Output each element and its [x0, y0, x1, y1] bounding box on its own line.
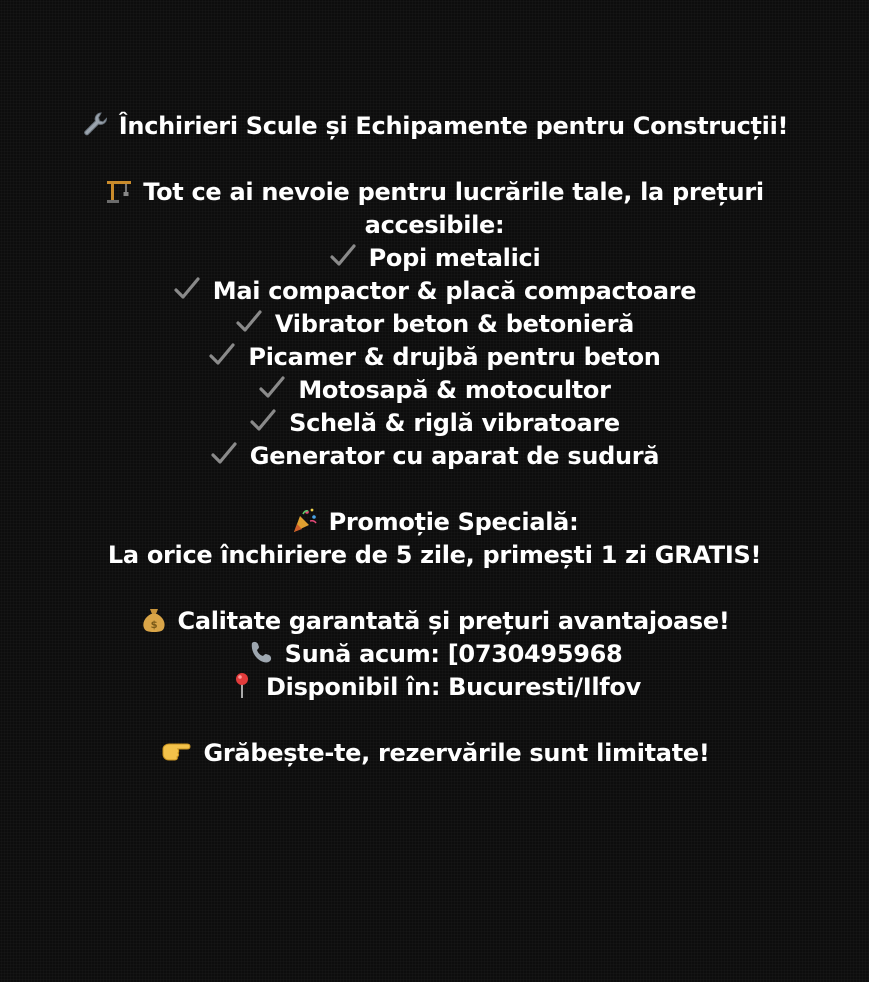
quality-line [0, 605, 869, 638]
intro-line [0, 176, 869, 242]
list-item-label: Picamer & drujbă pentru beton [248, 343, 661, 371]
title-line [0, 110, 869, 143]
list-item-label: Motosapă & motocultor [298, 376, 611, 404]
cta-text: Grăbește-te, rezervările sunt limitate! [203, 739, 710, 767]
list-item [0, 308, 869, 341]
list-item [0, 242, 869, 275]
money-bag-icon [140, 605, 168, 633]
party-popper-icon [291, 506, 319, 534]
list-item-label: Vibrator beton & betonieră [274, 310, 635, 338]
check-icon [258, 375, 286, 401]
phone-text: Sună acum: [0730495968 [284, 640, 623, 668]
quality-text: Calitate garantată și prețuri avantajoase! [177, 607, 730, 635]
promo-title: Promoție Specială: [328, 508, 579, 536]
location-line [0, 671, 869, 704]
check-icon [249, 408, 277, 434]
check-icon [208, 342, 236, 368]
wrench-icon [81, 110, 109, 138]
pin-icon [228, 671, 256, 699]
list-item [0, 341, 869, 374]
promo-title-line [0, 506, 869, 539]
check-icon [173, 276, 201, 302]
check-icon [235, 309, 263, 335]
promo-text-line [0, 539, 869, 572]
post-title: Închirieri Scule și Echipamente pentru Construcții! [118, 112, 789, 140]
location-text: Disponibil în: Bucuresti/Ilfov [266, 673, 641, 701]
list-item [0, 440, 869, 473]
list-item-label: Schelă & riglă vibratoare [289, 409, 620, 437]
story-text [0, 110, 869, 770]
check-icon [210, 441, 238, 467]
list-item-label: Mai compactor & placă compactoare [212, 277, 697, 305]
list-item [0, 407, 869, 440]
promo-text: La orice închiriere de 5 zile, primești 1 zi GRATIS! [107, 541, 762, 569]
pointing-hand-icon [160, 737, 194, 765]
crane-icon [105, 176, 133, 204]
list-item-label: Popi metalici [368, 244, 541, 272]
intro-text: Tot ce ai nevoie pentru lucrările tale, la prețuri accesibile: [143, 178, 764, 239]
phone-line [0, 638, 869, 671]
check-icon [329, 243, 357, 269]
telephone-icon [247, 638, 275, 666]
list-item-label: Generator cu aparat de sudură [249, 442, 660, 470]
list-item [0, 275, 869, 308]
cta-line [0, 737, 869, 770]
svg-text:$: $ [150, 620, 157, 631]
list-item [0, 374, 869, 407]
